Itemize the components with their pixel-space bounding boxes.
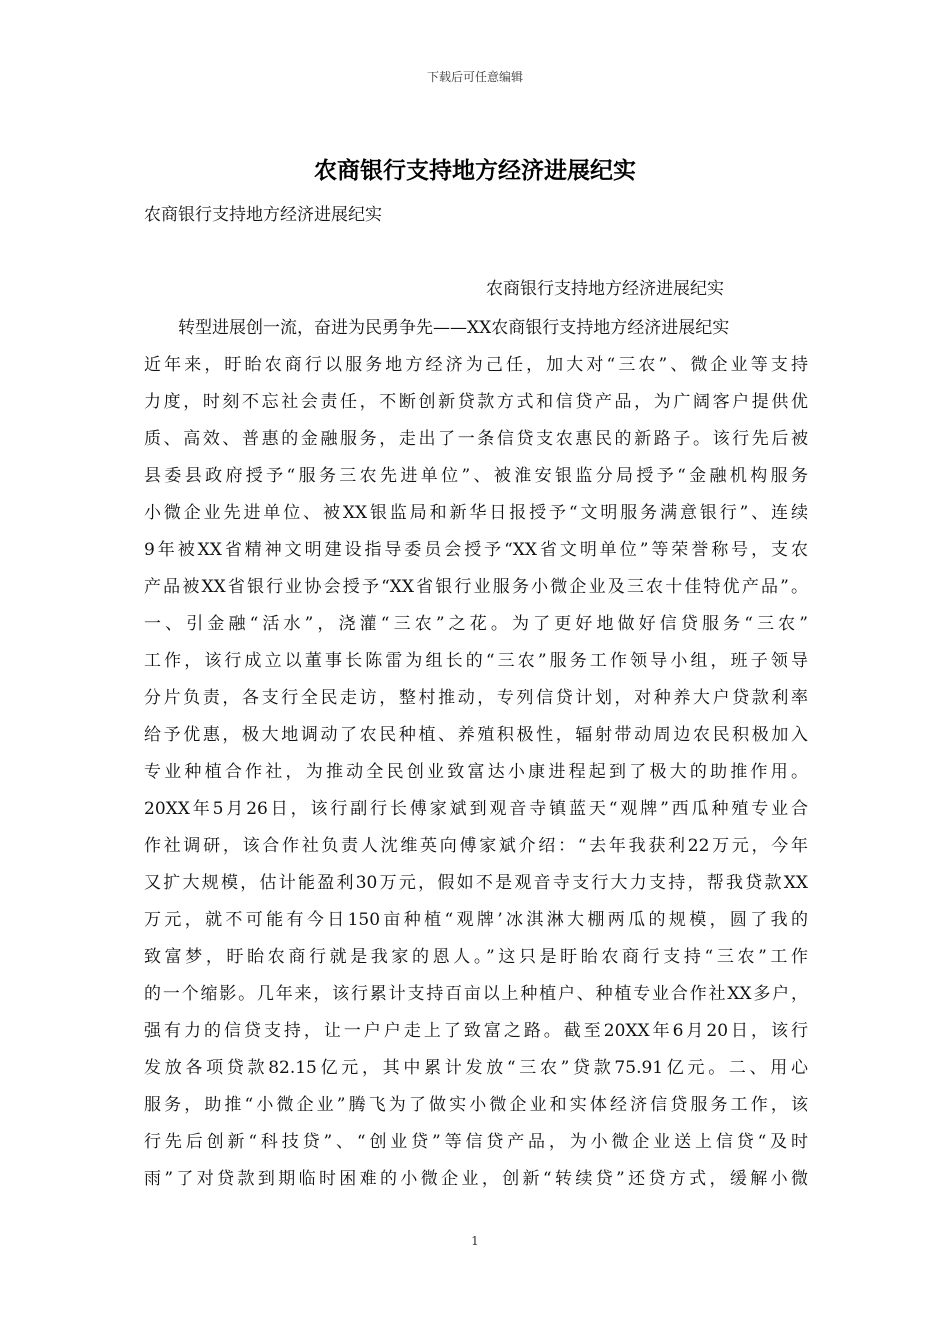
body-line: 分片负责，各支行全民走访，整村推动，专列信贷计划，对种养大户贷款利率 bbox=[144, 688, 808, 708]
body-line: 的一个缩影。几年来，该行累计支持百亩以上种植户、种植专业合作社XX多户， bbox=[144, 984, 808, 1004]
body-line: 强有力的信贷支持，让一户户走上了致富之路。截至20XX年6月20日，该行 bbox=[144, 1021, 808, 1041]
body-line: 一、引金融“活水”，浇灌“三农”之花。为了更好地做好信贷服务“三农” bbox=[144, 614, 808, 634]
body-line: 县委县政府授予“服务三农先进单位”、被淮安银监分局授予“金融机构服务 bbox=[144, 466, 808, 486]
body-line: 近年来，盱眙农商行以服务地方经济为己任，加大对“三农”、微企业等支持 bbox=[144, 355, 808, 375]
body-line: 9年被XX省精神文明建设指导委员会授予“XX省文明单位”等荣誉称号，支农 bbox=[144, 540, 808, 560]
body-line: 转型进展创一流，奋进为民勇争先——XX农商银行支持地方经济进展纪实 bbox=[144, 318, 730, 338]
document-subtitle-right: 农商银行支持地方经济进展纪实 bbox=[486, 279, 724, 299]
document-title: 农商银行支持地方经济进展纪实 bbox=[314, 157, 636, 184]
body-line: 致富梦，盱眙农商行就是我家的恩人。”这只是盱眙农商行支持“三农”工作 bbox=[144, 947, 808, 967]
body-line: 万元，就不可能有今日150亩种植“观牌’冰淇淋大棚两瓜的规模，圆了我的 bbox=[144, 910, 808, 930]
body-line: 又扩大规模，估计能盈利30万元，假如不是观音寺支行大力支持，帮我贷款XX bbox=[144, 873, 808, 893]
document-body bbox=[144, 310, 808, 1198]
body-line: 小微企业先进单位、被XX银监局和新华日报授予“文明服务满意银行”、连续 bbox=[144, 503, 808, 523]
document-subtitle: 农商银行支持地方经济进展纪实 bbox=[144, 205, 382, 225]
body-line: 雨”了对贷款到期临时困难的小微企业，创新“转续贷”还贷方式，缓解小微 bbox=[144, 1169, 808, 1189]
body-line: 产品被XX省银行业协会授予“XX省银行业服务小微企业及三农十佳特优产品”。 bbox=[144, 577, 808, 597]
body-line: 服务，助推“小微企业”腾飞为了做实小微企业和实体经济信贷服务工作，该 bbox=[144, 1095, 808, 1115]
body-line: 20XX年5月26日，该行副行长傅家斌到观音寺镇蓝天“观牌”西瓜种殖专业合 bbox=[144, 799, 808, 819]
body-line: 给予优惠，极大地调动了农民种植、养殖积极性，辐射带动周边农民积极加入 bbox=[144, 725, 808, 745]
body-line: 力度，时刻不忘社会责任，不断创新贷款方式和信贷产品，为广阔客户提供优 bbox=[144, 392, 808, 412]
body-line: 发放各项贷款82.15亿元，其中累计发放“三农”贷款75.91亿元。二、用心 bbox=[144, 1058, 808, 1078]
body-line: 作社调研，该合作社负责人沈维英向傅家斌介绍：“去年我获利22万元，今年 bbox=[144, 836, 808, 856]
body-line: 行先后创新“科技贷”、“创业贷”等信贷产品，为小微企业送上信贷“及时 bbox=[144, 1132, 808, 1152]
body-line: 工作，该行成立以董事长陈雷为组长的“三农”服务工作领导小组，班子领导 bbox=[144, 651, 808, 671]
body-line: 质、高效、普惠的金融服务，走出了一条信贷支农惠民的新路子。该行先后被 bbox=[144, 429, 808, 449]
page-header: 下载后可任意编辑 bbox=[426, 70, 523, 84]
body-line: 专业种植合作社，为推动全民创业致富达小康进程起到了极大的助推作用。 bbox=[144, 762, 808, 782]
page-number: 1 bbox=[471, 1234, 479, 1248]
